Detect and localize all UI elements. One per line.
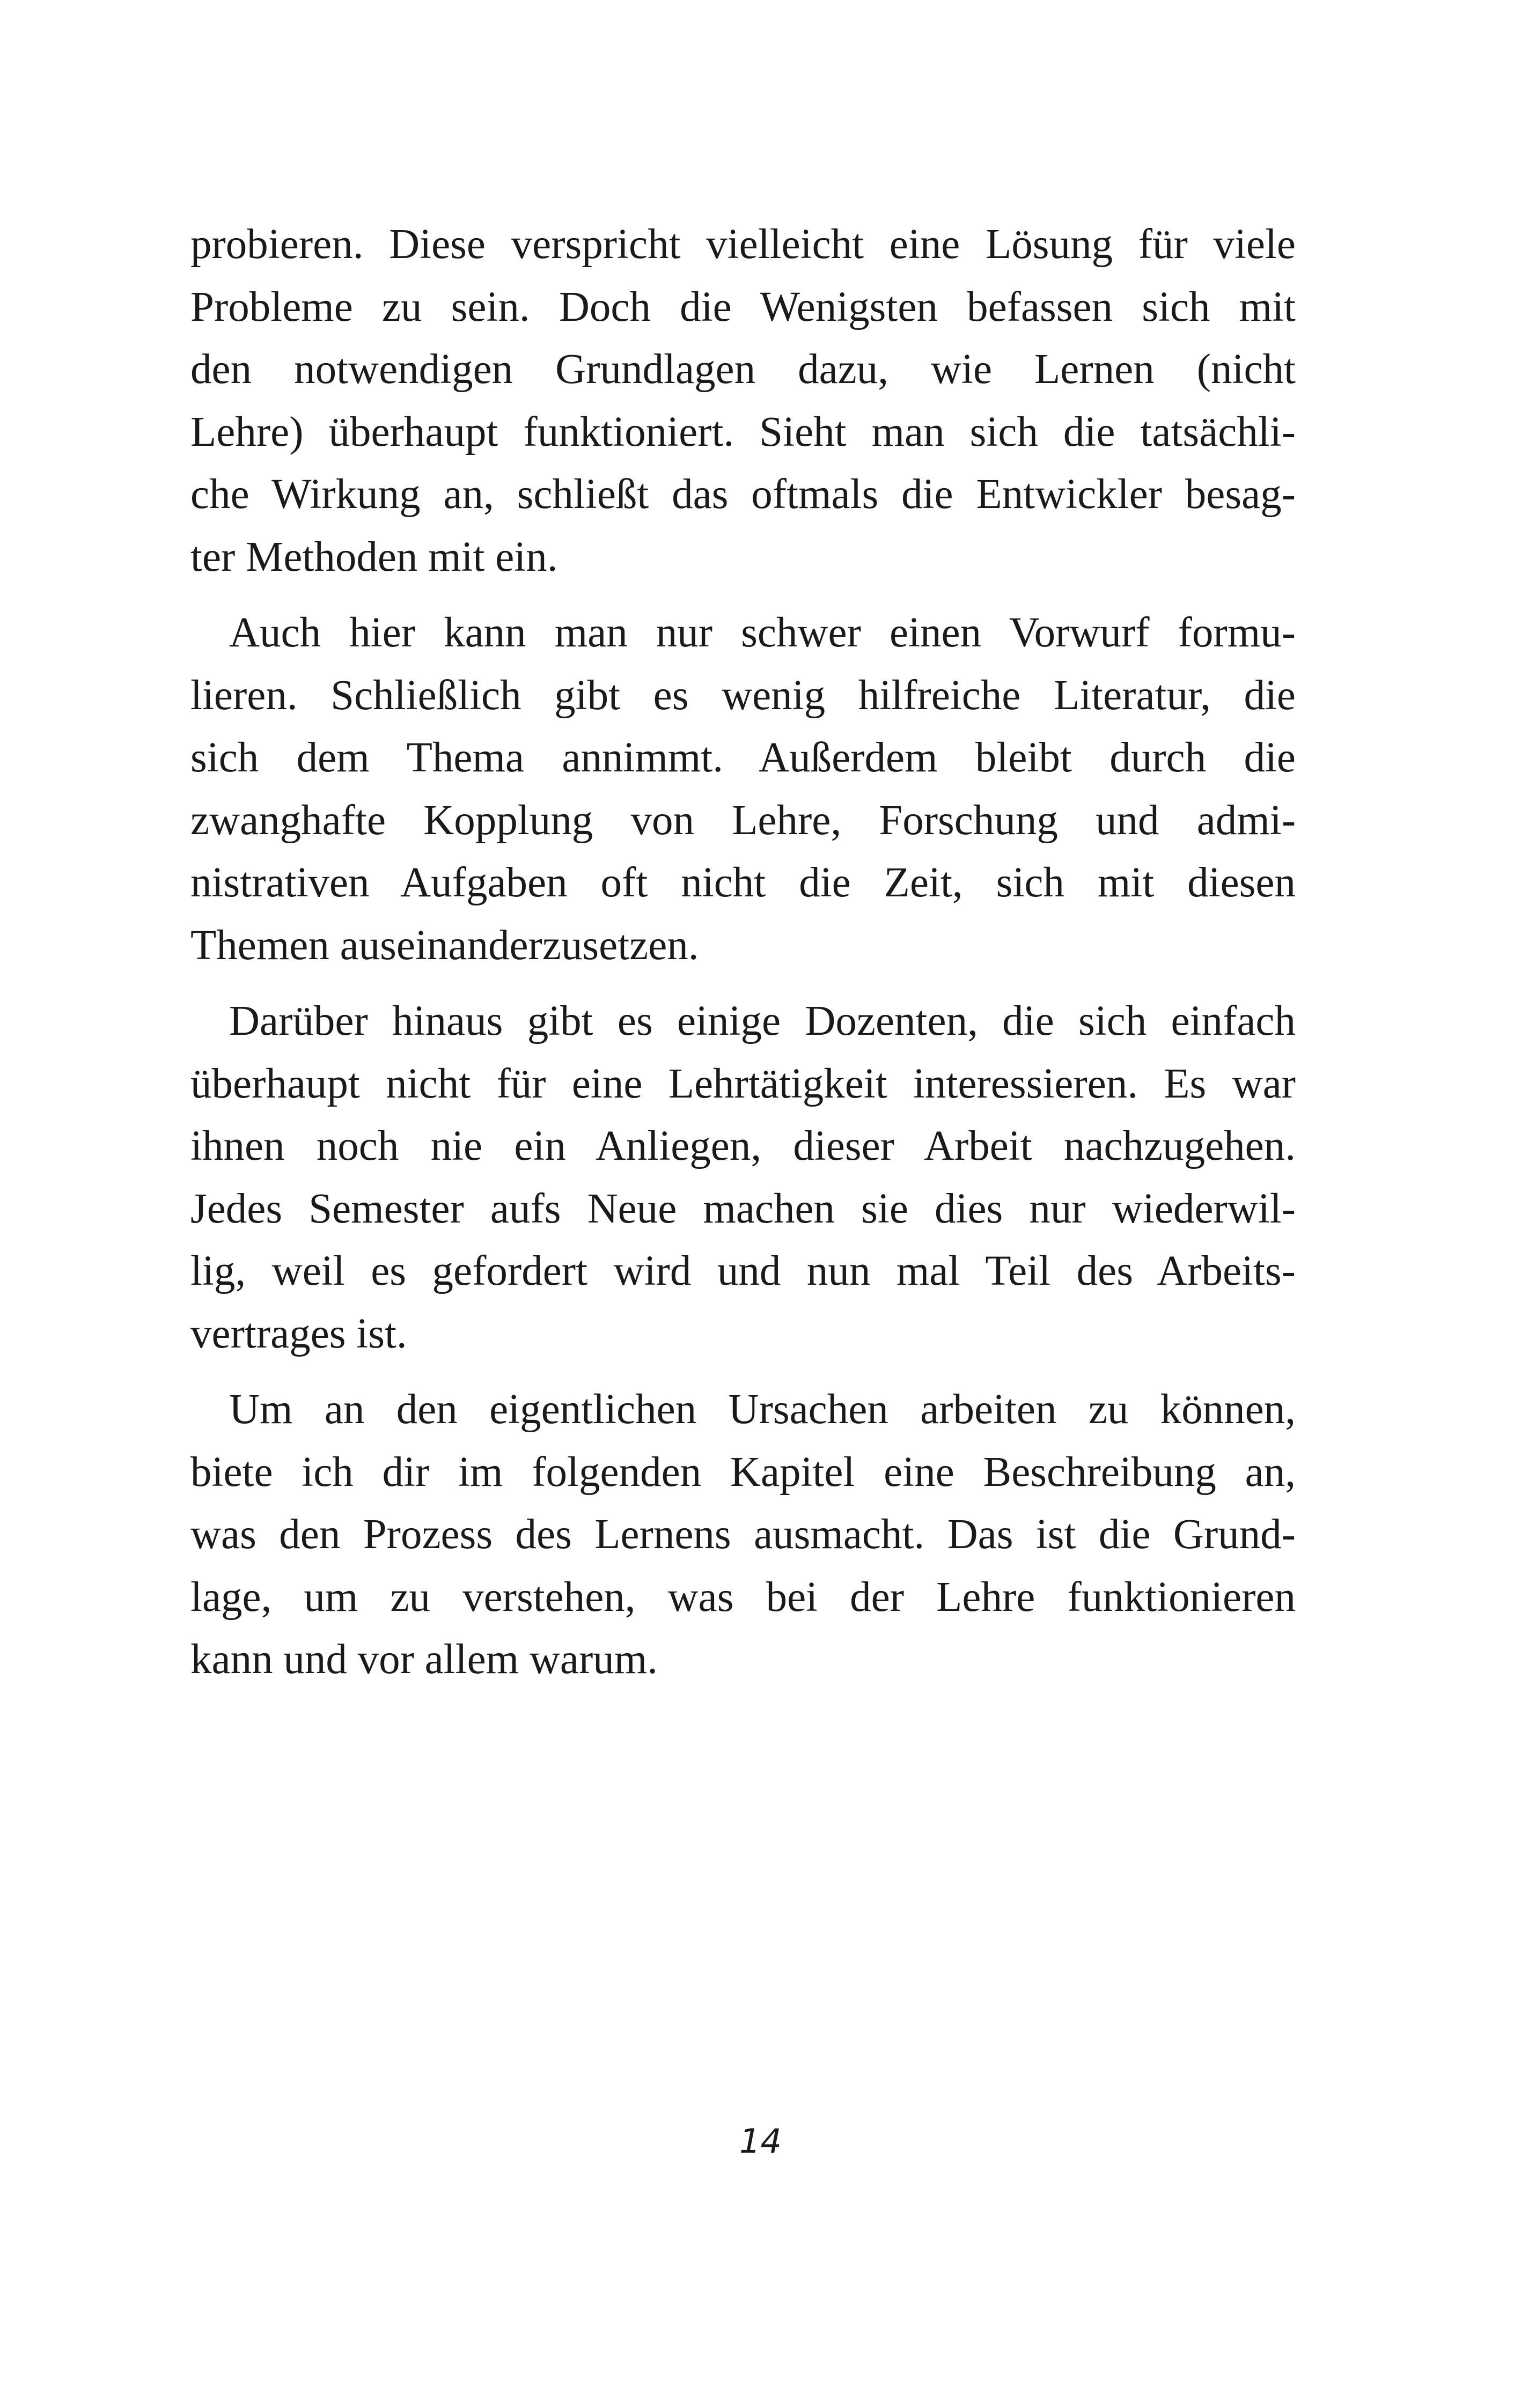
text-line: Jedes Semester aufs Neue machen sie dies nur wiederwil-	[190, 1185, 1296, 1232]
text-line: vertrages ist.	[190, 1310, 407, 1357]
text-line: sich dem Thema annimmt. Außerdem bleibt durch die	[190, 734, 1296, 781]
text-line: kann und vor allem warum.	[190, 1636, 658, 1683]
text-line: Lehre) überhaupt funktioniert. Sieht man sich die tatsächli-	[190, 408, 1296, 455]
paragraph-1	[190, 213, 1296, 588]
text-line: ihnen noch nie ein Anliegen, dieser Arbeit nachzugehen.	[190, 1123, 1296, 1169]
text-line: Um an den eigentlichen Ursachen arbeiten zu können,	[229, 1386, 1296, 1433]
text-line: nistrativen Aufgaben oft nicht die Zeit, sich mit diesen	[190, 859, 1296, 906]
text-line: lage, um zu verstehen, was bei der Lehre funktionieren	[190, 1573, 1296, 1621]
paragraph-3	[190, 990, 1296, 1365]
text-line: Themen auseinanderzusetzen.	[190, 922, 699, 969]
text-line: Darüber hinaus gibt es einige Dozenten, die sich einfach	[229, 998, 1296, 1044]
body-text	[190, 213, 1296, 1691]
text-line: was den Prozess des Lernens ausmacht. Das ist die Grund-	[190, 1511, 1296, 1558]
page-number: 14	[739, 2122, 782, 2161]
text-line: überhaupt nicht für eine Lehrtätigkeit interessieren. Es war	[190, 1060, 1296, 1107]
text-line: Auch hier kann man nur schwer einen Vorwurf formu-	[229, 609, 1296, 656]
paragraph-4	[190, 1379, 1296, 1691]
text-line: lig, weil es gefordert wird und nun mal Teil des Arbeits-	[190, 1248, 1296, 1294]
text-line: Probleme zu sein. Doch die Wenigsten befassen sich mit	[190, 283, 1296, 330]
text-line: che Wirkung an, schließt das oftmals die Entwickler besag-	[190, 471, 1296, 518]
text-line: probieren. Diese verspricht vielleicht eine Lösung für viele	[190, 221, 1296, 268]
text-line: ter Methoden mit ein.	[190, 533, 558, 580]
text-line: den notwendigen Grundlagen dazu, wie Lernen (nicht	[190, 346, 1296, 393]
text-line: biete ich dir im folgenden Kapitel eine Beschreibung an,	[190, 1448, 1296, 1496]
paragraph-2	[190, 602, 1296, 977]
text-line: lieren. Schließlich gibt es wenig hilfreiche Literatur, die	[190, 672, 1296, 719]
text-line: zwanghafte Kopplung von Lehre, Forschung und admi-	[190, 797, 1296, 844]
